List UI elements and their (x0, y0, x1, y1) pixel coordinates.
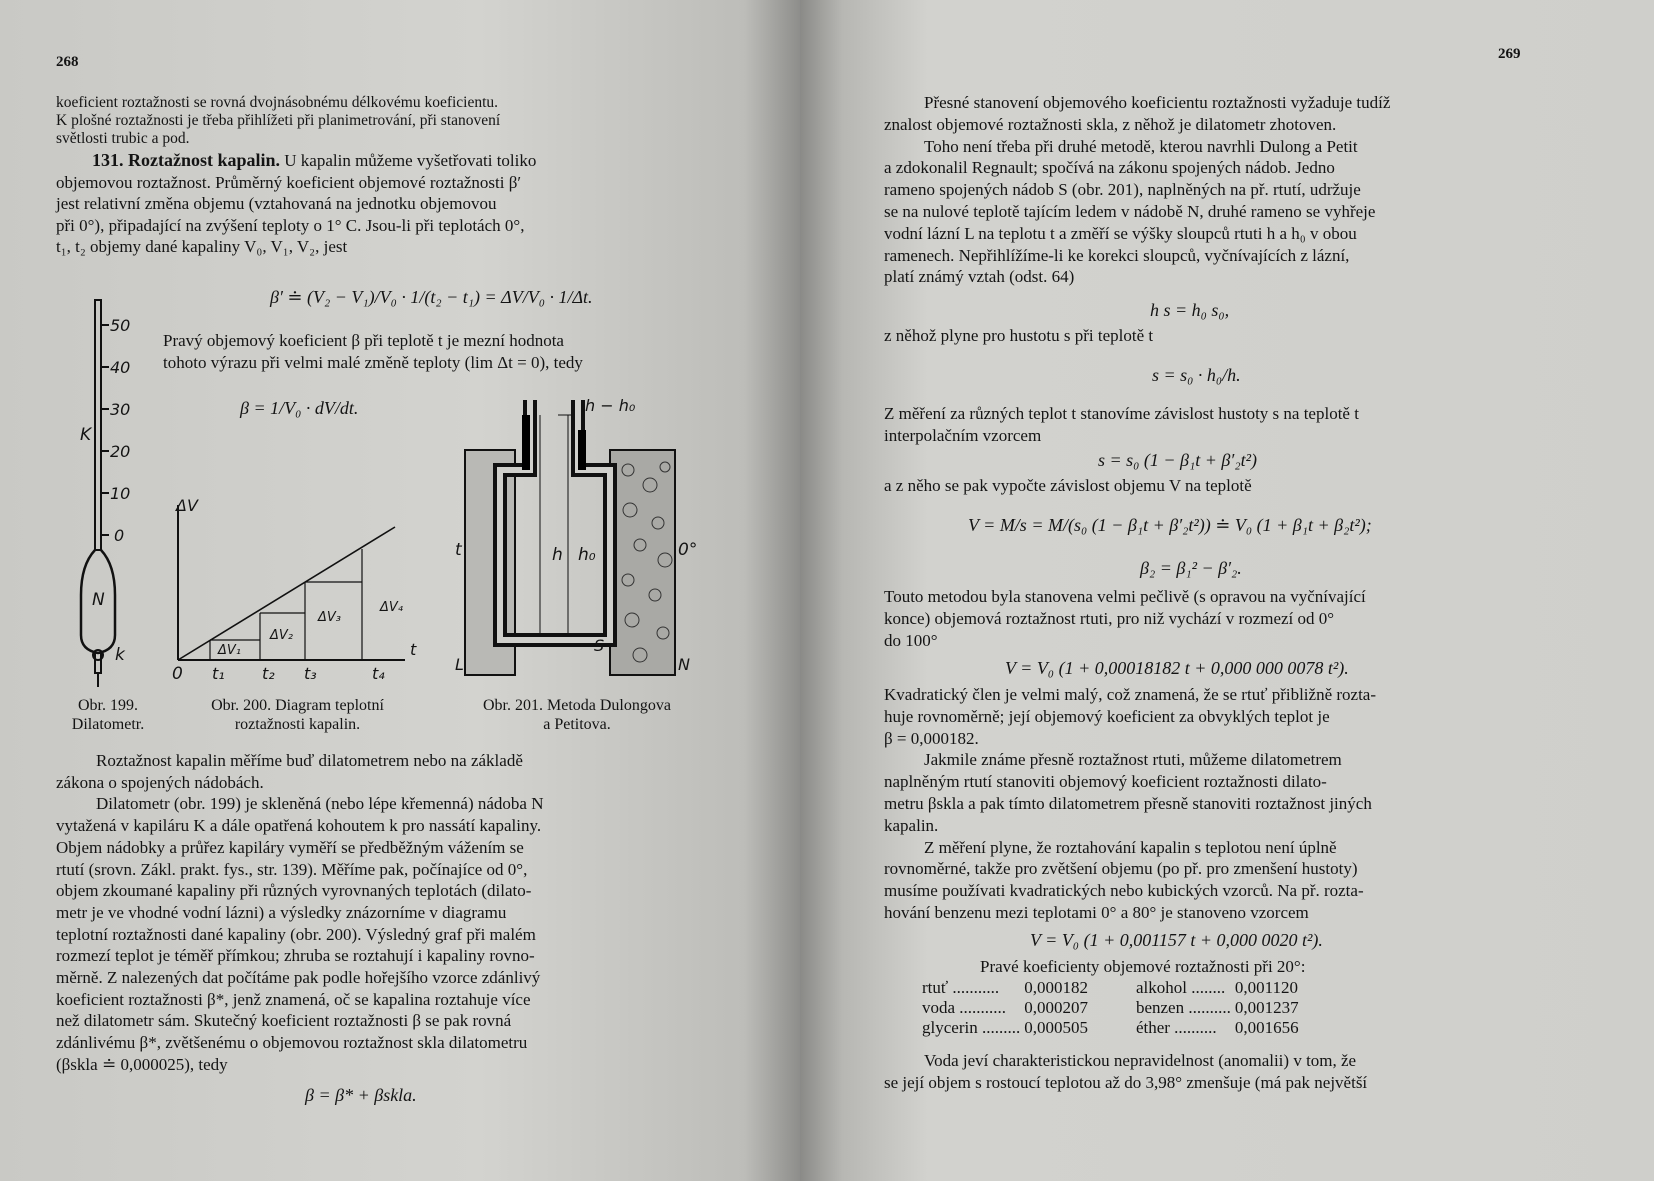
difference-label: h − h₀ (585, 396, 636, 415)
table-cell: 0,000207 (1024, 998, 1088, 1017)
text-line: se její objem s rostoucí teplotou až do 3,98° zmenšuje (má pak největší (884, 1072, 1368, 1092)
text-line: do 100° (884, 630, 938, 650)
axis-label: t (410, 640, 417, 659)
text-line: naplněným rtutí stanoviti objemový koeficient roztažnosti dilato- (884, 772, 1327, 792)
scale-label: 0 (114, 526, 125, 545)
text-line: než dilatometr sám. Skutečný koeficient roztažnosti β se pak rovná (56, 1011, 512, 1031)
intro-paragraph (56, 94, 676, 148)
text-line: z něhož plyne pro hustotu s při teplotě t (884, 326, 1154, 345)
right-page (800, 0, 1654, 1181)
equation-benzene: V = V₀ (1 + 0,001157 t + 0,000 0020 t²). (1030, 930, 1323, 950)
text-line: a z něho se pak vypočte závislost objemu V na teplotě (884, 476, 1252, 495)
text-line: (βskla ≐ 0,000025), tedy (56, 1054, 228, 1074)
table-cell: voda ........... (922, 998, 1007, 1017)
equation-volume: V = M/s = M/(s₀ (1 − β₁t + β′₂t²)) ≐ V₀ (1 + β₁t + β₂t²); (968, 515, 1372, 535)
coefficient-table (920, 978, 1301, 1038)
equation-skla: β = β* + βskla. (305, 1085, 417, 1105)
table-cell: 0,000505 (1024, 1018, 1088, 1037)
text-line: Dilatometr (obr. 199) je skleněná (nebo lépe křemenná) nádoba N (96, 794, 544, 814)
caption-fig201 (452, 696, 702, 734)
page-number: 268 (56, 54, 79, 70)
text-line: znalost objemové roztažnosti skla, z něhož je dilatometr zhotoven. (884, 114, 1337, 134)
vessel-label: N (92, 590, 105, 610)
axis-label: ΔV (176, 496, 198, 515)
table-cell: glycerin ......... (922, 1018, 1021, 1037)
equation-mercury: V = V₀ (1 + 0,00018182 t + 0,000 000 0078 t²). (1005, 658, 1349, 678)
capillary-label: K (80, 425, 92, 445)
scale-label: 50 (110, 316, 131, 335)
text-line: metru βskla a pak tímto dilatometrem přesně stanoviti roztažnost jiných (884, 793, 1372, 813)
delta-label: ΔV₁ (218, 643, 241, 658)
paragraph-e (884, 586, 1524, 651)
stopcock-label: k (115, 645, 125, 665)
delta-label: ΔV₄ (380, 600, 403, 615)
temperature-label: t (455, 540, 462, 560)
caption-line: Dilatometr. (71, 716, 145, 733)
text-line: t₁, t₂ objemy dané kapaliny V₀, V₁, V₂, jest (56, 237, 348, 256)
scale-label: 10 (110, 484, 131, 503)
figure-201-apparatus (460, 395, 690, 695)
paragraph-true-coefficient (163, 330, 703, 373)
scale-label: 20 (110, 442, 131, 461)
caption-line: a Petitova. (543, 716, 611, 733)
scale-label: 40 (110, 358, 131, 377)
text-line: světlosti trubic a pod. (56, 130, 190, 147)
page-number: 269 (1498, 46, 1521, 62)
equation-mean-coefficient: β′ ≐ (V₂ − V₁)/V₀ · 1/(t₂ − t₁) = ΔV/V₀ · 1/Δt. (270, 287, 593, 307)
text-line: objemovou roztažnost. Průměrný koeficient objemové roztažnosti β′ (56, 172, 522, 192)
text-line: β = 0,000182. (884, 728, 979, 748)
text-line: rtutí (srovn. Zákl. prakt. fys., str. 139). Měříme pak, počínajíce od 0°, (56, 859, 528, 879)
text-line: Z měření plyne, že roztahování kapalin s teplotou není úplně (924, 837, 1337, 857)
height-label: h (552, 545, 563, 565)
tick-label: t₄ (372, 664, 385, 683)
text-line: rovnoměrné, takže pro zvětšení objemu (po př. pro zmenšení hustoty) (884, 859, 1358, 879)
left-page (0, 0, 800, 1181)
caption-line: Obr. 200. Diagram teplotní (211, 697, 384, 714)
caption-fig199 (58, 696, 158, 734)
paragraph-g (884, 1050, 1524, 1093)
text-line: Objem nádobky a průřez kapiláry vyměří se předběžným vážením se (56, 837, 524, 857)
caption-fig200 (180, 696, 415, 734)
text-line: Z měření za různých teplot t stanovíme závislost hustoty s na teplotě t (884, 404, 1359, 423)
origin-label: 0 (172, 664, 183, 684)
table-cell: 0,001120 (1234, 978, 1298, 997)
body-paragraph (56, 750, 696, 1076)
caption-line: Obr. 201. Metoda Dulongova (483, 697, 671, 714)
text-line: tohoto výrazu při velmi malé změně teploty (lim Δt = 0), tedy (163, 352, 583, 372)
text-line: teplotní roztažnosti dané kapaliny (obr. 200). Výsledný graf při malém (56, 924, 536, 944)
text-line: platí známý vztah (odst. 64) (884, 267, 1075, 287)
delta-label: ΔV₂ (270, 628, 293, 643)
text-line: Kvadratický člen je velmi malý, což znamená, že se rtuť přibližně rozta- (884, 685, 1377, 704)
text-line: huje rovnoměrně; její objemový koeficient za obvyklých teplot je (884, 706, 1330, 726)
caption-line: roztažnosti kapalin. (234, 716, 361, 733)
text-line: Toho není třeba při druhé metodě, kterou navrhli Dulong a Petit (924, 136, 1358, 156)
ice-vessel-label: N (678, 655, 690, 674)
equation-true-coefficient: β = 1/V₀ · dV/dt. (240, 398, 359, 418)
text-line: koeficient roztažnosti se rovná dvojnásobnému délkovému koeficientu. (56, 94, 499, 111)
caption-line: Obr. 199. (78, 697, 138, 714)
equation-density: s = s₀ · h₀/h. (1152, 365, 1241, 385)
text-line: Přesné stanovení objemového koeficientu roztažnosti vyžaduje tudíž (924, 93, 1391, 112)
text-line: rameno spojených nádob S (obr. 201), naplněných na př. rtutí, udržuje (884, 180, 1361, 200)
table-cell: 0,001656 (1234, 1018, 1299, 1037)
tick-label: t₂ (262, 664, 275, 683)
equation-hs: h s = h₀ s₀, (1150, 300, 1230, 320)
section-131 (56, 150, 676, 258)
equation-interpolation: s = s₀ (1 − β₁t + β′₂t²) (1098, 450, 1257, 470)
text-line: metr je ve vhodné vodní lázni) a výsledky znázorníme v diagramu (56, 902, 507, 922)
text-line: musíme používati kvadratických nebo kubických vzorců. Na př. rozta- (884, 881, 1364, 901)
table-cell: éther .......... (1135, 1018, 1217, 1037)
paragraph-a (884, 92, 1524, 288)
text-line: zákona o spojených nádobách. (56, 772, 264, 792)
text-line: kapalin. (884, 815, 939, 835)
table-row (920, 998, 1301, 1018)
text-line: objem zkoumané kapaliny při různých vyrovnaných teplotách (dilato- (56, 881, 532, 901)
text-line: Jakmile známe přesně roztažnost rtuti, můžeme dilatometrem (924, 750, 1342, 770)
figure-200-diagram (170, 495, 420, 665)
table-cell: rtuť ........... (922, 978, 1000, 997)
text-line: interpolačním vzorcem (884, 425, 1042, 445)
text-line: Pravý objemový koeficient β při teplotě t je mezní hodnota (163, 331, 564, 350)
height-label: h₀ (578, 545, 596, 565)
text-line: jest relativní změna objemu (vztahovaná na jednotku objemovou (56, 194, 497, 213)
text-line: hování benzenu mezi teplotami 0° a 80° je stanoveno vzorcem (884, 902, 1309, 922)
text-line: rozmezí teplot je téměř přímkou; zhruba se roztahují i kapaliny rovno- (56, 946, 535, 966)
paragraph-c (884, 403, 1524, 446)
zero-degree-label: 0° (678, 540, 698, 560)
text-line: Touto metodou byla stanovena velmi pečlivě (s opravou na vyčnívající (884, 587, 1366, 606)
scale-label: 30 (110, 400, 131, 419)
section-heading: 131. Roztažnost kapalin. (92, 150, 281, 170)
text-line: se na nulové teplotě tajícím ledem v nádobě N, druhé rameno se vyhřeje (884, 201, 1376, 221)
text-line: zdánlivému β*, zvětšenému o objemovou roztažnost skla dilatometru (56, 1033, 528, 1053)
text-line: a zdokonalil Regnault; spočívá na zákonu spojených nádob. Jedno (884, 158, 1335, 178)
text-line: Roztažnost kapalin měříme buď dilatometrem nebo na základě (96, 751, 523, 770)
text-line: ramenech. Nepřihlížíme-li ke korekci sloupců, vyčnívajících z lázní, (884, 245, 1350, 265)
text-line: při 0°), připadající na zvýšení teploty o 1° C. Jsou-li při teplotách 0°, (56, 215, 525, 235)
table-row (920, 978, 1301, 998)
table-cell: 0,000182 (1024, 978, 1088, 997)
paragraph-f (884, 684, 1524, 924)
table-cell: alkohol ........ (1135, 978, 1226, 997)
table-title: Pravé koeficienty objemové roztažnosti při 20°: (980, 957, 1306, 976)
text-line: K plošné roztažnosti je třeba přihlížeti při planimetrování, při stanovení (56, 112, 501, 129)
text-line: Voda jeví charakteristickou nepravidelnost (anomalii) v tom, že (924, 1051, 1357, 1070)
tick-label: t₁ (212, 664, 225, 683)
tick-label: t₃ (304, 664, 317, 683)
table-cell: 0,001237 (1234, 998, 1299, 1017)
table-row (920, 1018, 1301, 1038)
text-line: měrně. Z nalezených dat počítáme pak podle hořejšího vzorce zdánlivý (56, 968, 541, 988)
vessel-label: S (594, 636, 605, 655)
delta-label: ΔV₃ (318, 610, 341, 625)
equation-beta2: β₂ = β₁² − β′₂. (1140, 558, 1242, 578)
bath-label: L (455, 655, 464, 674)
table-cell: benzen .......... (1135, 998, 1231, 1017)
text-line: konce) objemová roztažnost rtuti, pro niž vychází v rozmezí od 0° (884, 608, 1335, 628)
text-line: vytažená v kapiláru K a dále opatřená kohoutem k pro nassátí kapaliny. (56, 816, 542, 836)
text-line: koeficient roztažnosti β*, jenž znamená, oč se kapalina roztahuje více (56, 989, 531, 1009)
text-line: U kapalin můžeme vyšetřovati toliko (284, 151, 537, 170)
text-line: vodní lázní L na teplotu t a změří se výšky sloupců rtuti h a h₀ v obou (884, 223, 1357, 243)
